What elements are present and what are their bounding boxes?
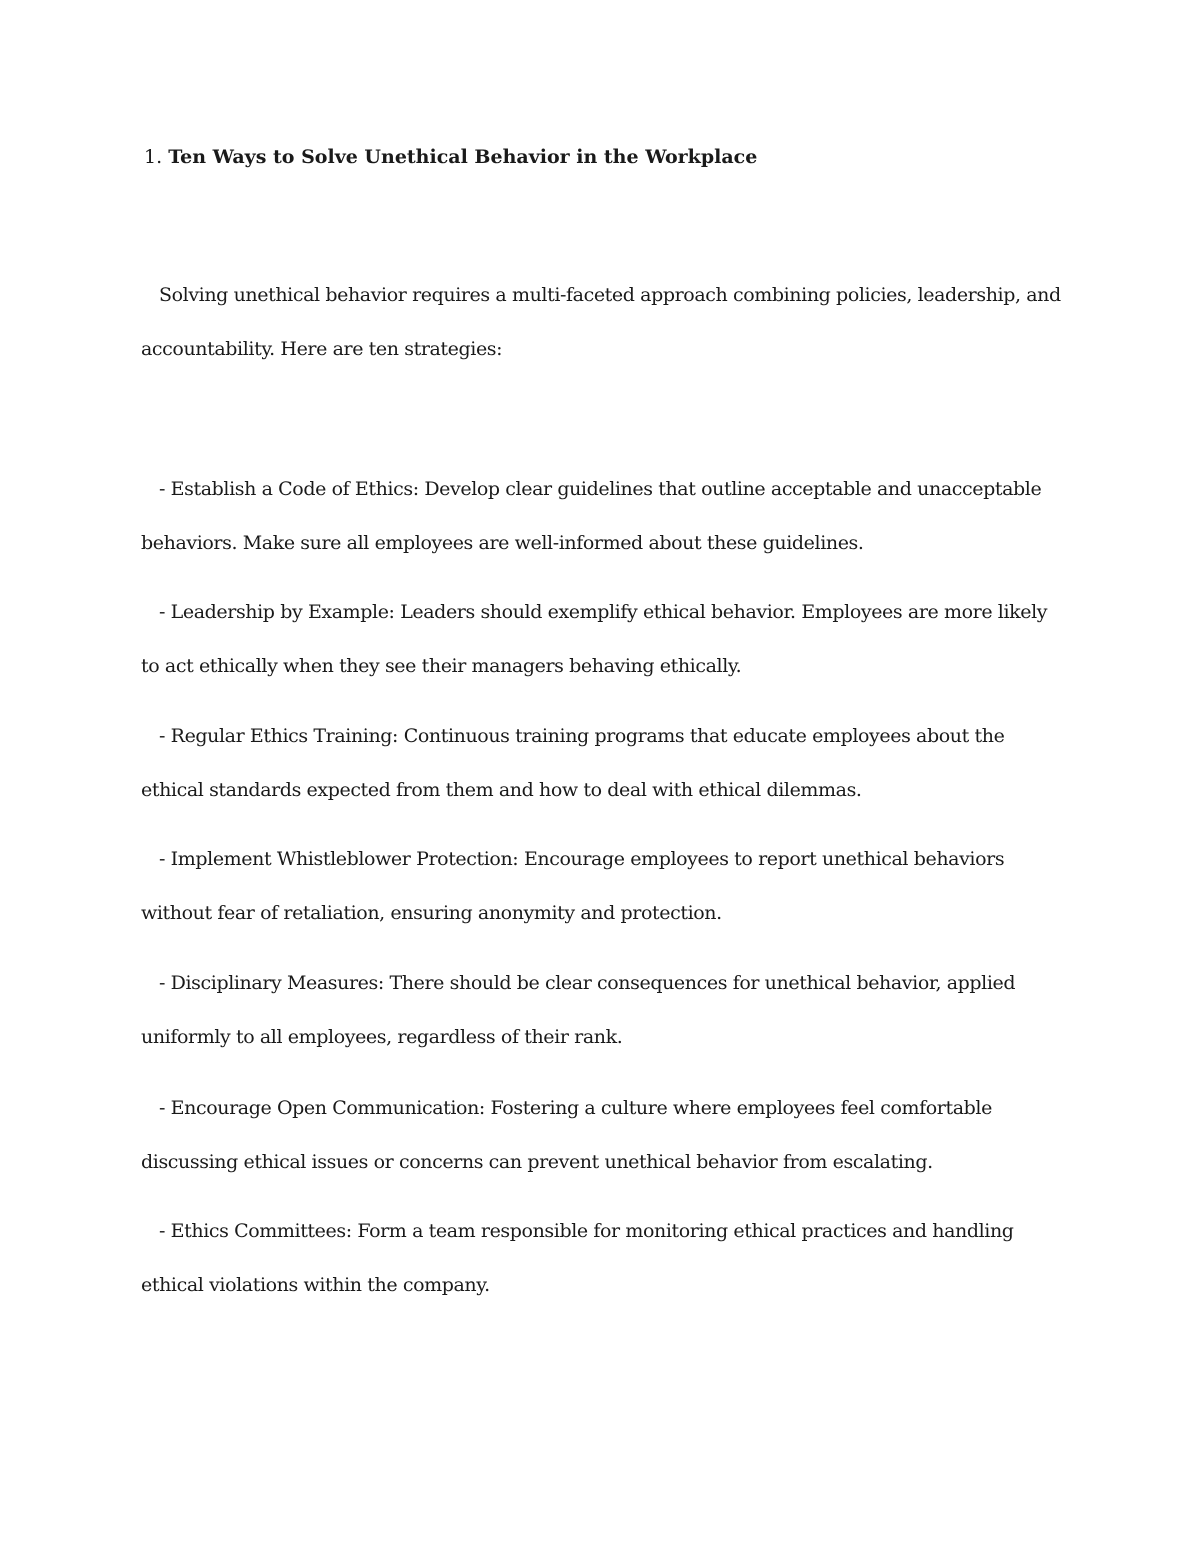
- strategy-item-whistleblower: - Implement Whistleblower Protection: Encourage employees to report unethical behaviors without fear of retaliation, ensuring anonymity and protection.: [141, 848, 1005, 924]
- strategy-item-code-of-ethics: - Establish a Code of Ethics: Develop clear guidelines that outline acceptable and unacceptable behaviors. Make sure all employees are well-informed about these guidelines.: [141, 478, 1042, 554]
- section-heading: [144, 143, 757, 171]
- heading-title: Ten Ways to Solve Unethical Behavior in the Workplace: [168, 146, 758, 168]
- strategy-item-communication: - Encourage Open Communication: Fostering a culture where employees feel comfortable discussing ethical issues or concerns can prevent unethical behavior from escalating.: [141, 1097, 992, 1173]
- strategy-item-committees: - Ethics Committees: Form a team responsible for monitoring ethical practices and handling ethical violations within the company.: [141, 1220, 1014, 1296]
- strategy-item-training: - Regular Ethics Training: Continuous training programs that educate employees about the ethical standards expected from them and how to deal with ethical dilemmas.: [141, 725, 1005, 801]
- strategy-item-disciplinary: - Disciplinary Measures: There should be clear consequences for unethical behavior, applied uniformly to all employees, regardless of their rank.: [141, 972, 1016, 1048]
- intro-paragraph: Solving unethical behavior requires a multi-faceted approach combining policies, leadership, and accountability. Here are ten strategies:: [141, 284, 1061, 360]
- heading-number: 1.: [144, 146, 163, 168]
- strategy-item-leadership: - Leadership by Example: Leaders should exemplify ethical behavior. Employees are more likely to act ethically when they see their managers behaving ethically.: [141, 601, 1048, 677]
